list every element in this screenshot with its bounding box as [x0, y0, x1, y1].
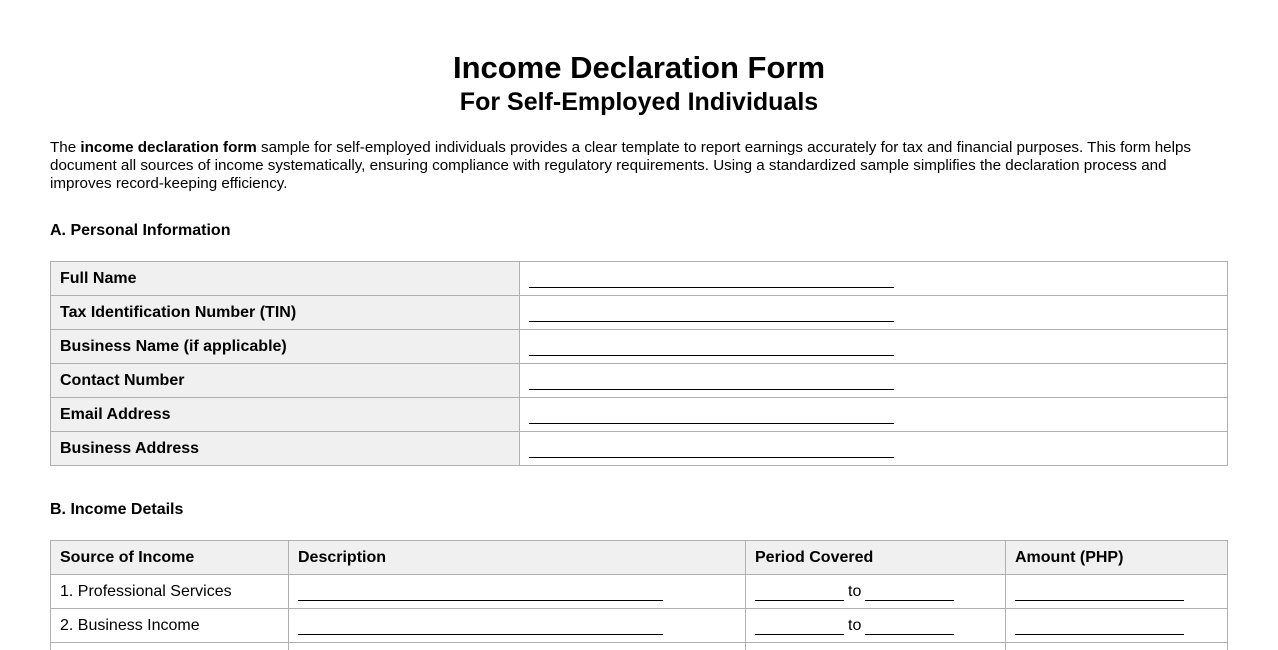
income-source: 1. Professional Services: [51, 575, 289, 609]
description-cell[interactable]: [289, 609, 746, 643]
field-label: Business Name (if applicable): [51, 330, 520, 364]
contact-number-blank[interactable]: [529, 372, 894, 390]
period-cell[interactable]: [746, 575, 1006, 609]
period-cell[interactable]: [746, 643, 1006, 650]
table-row: [51, 432, 1228, 466]
income-details-table: [50, 540, 1228, 650]
field-label: Business Address: [51, 432, 520, 466]
field-input-cell[interactable]: [520, 296, 1228, 330]
income-source: 2. Business Income: [51, 609, 289, 643]
field-input-cell[interactable]: [520, 330, 1228, 364]
page-subtitle: For Self-Employed Individuals: [459, 88, 819, 116]
period-separator: to: [848, 616, 862, 634]
email-address-blank[interactable]: [529, 406, 894, 424]
period-from-blank[interactable]: [755, 617, 844, 635]
business-name-blank[interactable]: [529, 338, 894, 356]
amount-cell[interactable]: [1006, 575, 1228, 609]
section-b-heading: B. Income Details: [50, 501, 184, 518]
table-row: [51, 609, 1228, 643]
period-separator: to: [848, 582, 862, 600]
column-header-description: Description: [289, 541, 746, 575]
field-label: Email Address: [51, 398, 520, 432]
page-title: Income Declaration Form: [452, 50, 826, 85]
intro-rest: sample for self-employed individuals provides a clear template to report earnings accurately for tax and financial purposes. This form helps document all sources of income systematically, ensuring compliance with regulatory requirements. Using a standardized sample simplifies the declaration process and improves record-keeping efficiency.: [50, 139, 1191, 192]
column-header-source: Source of Income: [51, 541, 289, 575]
amount-blank[interactable]: [1015, 617, 1184, 635]
period-to-blank[interactable]: [865, 583, 954, 601]
period-to-blank[interactable]: [865, 617, 954, 635]
table-row: [51, 296, 1228, 330]
amount-cell[interactable]: [1006, 643, 1228, 650]
section-a-heading: A. Personal Information: [50, 222, 231, 239]
table-row: [51, 398, 1228, 432]
field-input-cell[interactable]: [520, 432, 1228, 466]
table-row: [51, 330, 1228, 364]
table-row: [51, 575, 1228, 609]
table-header-row: [51, 541, 1228, 575]
field-label: Tax Identification Number (TIN): [51, 296, 520, 330]
intro-paragraph: [50, 139, 1230, 193]
table-row: [51, 643, 1228, 650]
period-cell[interactable]: [746, 609, 1006, 643]
field-input-cell[interactable]: [520, 262, 1228, 296]
amount-blank[interactable]: [1015, 583, 1184, 601]
tin-blank[interactable]: [529, 304, 894, 322]
field-input-cell[interactable]: [520, 398, 1228, 432]
table-row: [51, 364, 1228, 398]
description-cell[interactable]: [289, 643, 746, 650]
description-cell[interactable]: [289, 575, 746, 609]
intro-lead: The: [50, 139, 81, 156]
intro-bold: income declaration form: [80, 139, 257, 156]
personal-info-table: [50, 261, 1228, 466]
table-row: [51, 262, 1228, 296]
amount-cell[interactable]: [1006, 609, 1228, 643]
income-source-cell: [51, 643, 289, 650]
business-address-blank[interactable]: [529, 440, 894, 458]
field-input-cell[interactable]: [520, 364, 1228, 398]
period-from-blank[interactable]: [755, 583, 844, 601]
full-name-blank[interactable]: [529, 270, 894, 288]
field-label: Contact Number: [51, 364, 520, 398]
description-blank[interactable]: [298, 583, 663, 601]
field-label: Full Name: [51, 262, 520, 296]
column-header-period: Period Covered: [746, 541, 1006, 575]
column-header-amount: Amount (PHP): [1006, 541, 1228, 575]
description-blank[interactable]: [298, 617, 663, 635]
